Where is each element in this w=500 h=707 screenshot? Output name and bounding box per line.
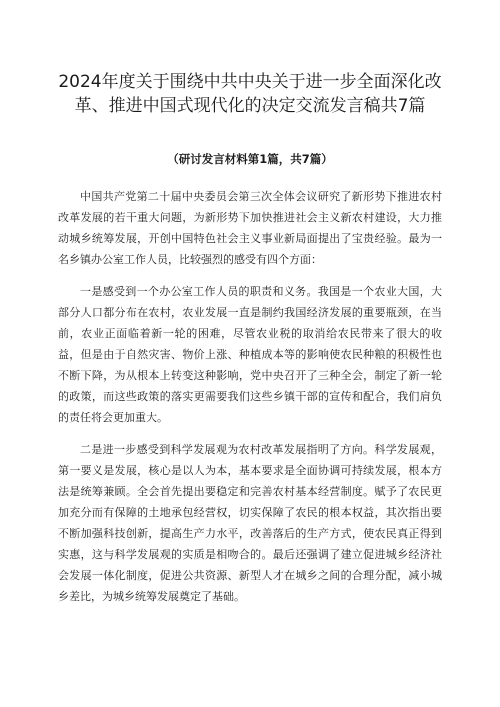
paragraph-intro: 中国共产党第二十届中央委员会第三次全体会议研究了新形势下推进农村改革发展的若干重大问题，为新形势下加快推进社会主义新农村建设，大力推动城乡统筹发展，开创中国特色社会主义事业新局面提出了宝贵经验。最为一名乡镇办公室工作人员，比较强烈的感受有四个方面： [58, 190, 442, 266]
title-line-1: 2024年度关于围绕中共中央关于进一步全面深化改 [58, 72, 442, 92]
document-subtitle: （研讨发言材料第1篇，共7篇） [167, 152, 333, 166]
paragraph-point-one: 一是感受到一个办公室工作人员的职责和义务。我国是一个农业大国，大部分人口都分布在农村，农业发展一直是制约我国经济发展的重要瓶颈，在当前，农业正面临着新一轮的困难，尽管农业税的取消给农民带来了很大的收益，但是由于自然灾害、物价上涨、种植成本等的影响使农民种粮的积极性也不断下降，为从根本上转变这种影响，党中央召开了三种全会，制定了新一轮的政策，而这些政策的落实更需要我们这些乡镇干部的宣传和配合，我们肩负的责任将会更加重大。 [58, 285, 442, 424]
paragraph-point-two: 二是进一步感受到科学发展观为农村改革发展指明了方向。科学发展观，第一要义是发展，核心是以人为本，基本要求是全面协调可持续发展，根本方法是统筹兼顾。全会首先提出要稳定和完善农村基本经营制度。赋予了农民更加充分而有保障的土地承包经营权，切实保障了农民的根本权益，其次指出要不断加强科技创新，提高生产力水平，改善落后的生产方式，使农民真正得到实惠，这与科学发展观的实质是相吻合的。最后还强调了建立促进城乡经济社会发展一体化制度，促进公共资源、新型人才在城乡之间的合理分配，减小城乡差比，为城乡统筹发展奠定了基础。 [58, 443, 442, 603]
document-title [58, 70, 442, 118]
title-line-2: 革、推进中国式现代化的决定交流发言稿共7篇 [74, 96, 426, 116]
document-body [58, 186, 442, 607]
